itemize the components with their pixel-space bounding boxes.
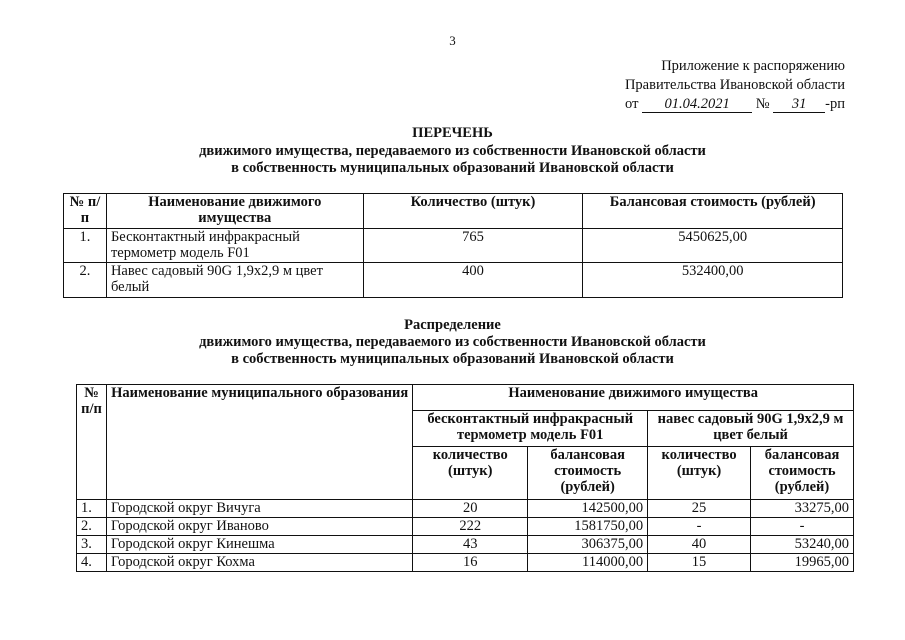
row-name: Городской округ Кинешма	[106, 536, 412, 554]
row-qty: 15	[648, 554, 751, 572]
appendix-date: 01.04.2021	[642, 97, 752, 113]
table-row	[64, 229, 843, 263]
header-property: Наименование движимого имущества	[413, 385, 854, 411]
row-name: Городской округ Иваново	[106, 518, 412, 536]
table-header-row	[77, 385, 854, 411]
list-subtitle-2: в собственность муниципальных образований Ивановской области	[231, 160, 674, 176]
row-cost: 306375,00	[528, 536, 648, 554]
number-suffix: -рп	[825, 96, 845, 112]
header-cost: балансовая стоимость (рублей)	[528, 447, 648, 500]
row-qty: 25	[648, 500, 751, 518]
appendix-block	[625, 57, 845, 114]
header-qty: количество (штук)	[648, 447, 751, 500]
row-cost: 53240,00	[751, 536, 854, 554]
table-row	[77, 500, 854, 518]
distribution-table	[76, 384, 854, 572]
table-row	[64, 263, 843, 298]
row-qty: 43	[413, 536, 528, 554]
header-cost: балансовая стоимость (рублей)	[751, 447, 854, 500]
header-municipality: Наименование муниципального образования	[106, 385, 412, 500]
header-num: № п/п	[64, 194, 107, 229]
row-cost: 142500,00	[528, 500, 648, 518]
row-qty: 765	[363, 229, 583, 263]
row-qty: 40	[648, 536, 751, 554]
header-num: № п/п	[77, 385, 107, 500]
row-num: 2.	[64, 263, 107, 298]
row-name: Навес садовый 90G 1,9х2,9 м цвет белый	[106, 263, 363, 298]
row-name: Городской округ Вичуга	[106, 500, 412, 518]
table-row	[77, 518, 854, 536]
row-qty: 400	[363, 263, 583, 298]
header-qty: количество (штук)	[413, 447, 528, 500]
row-cost: -	[751, 518, 854, 536]
table-row	[77, 554, 854, 572]
from-label: от	[625, 96, 639, 112]
property-list-table	[63, 193, 843, 298]
appendix-line-3	[625, 95, 845, 114]
header-qty: Количество (штук)	[363, 194, 583, 229]
row-cost: 114000,00	[528, 554, 648, 572]
list-title: ПЕРЕЧЕНЬ	[412, 125, 493, 141]
list-subtitle-1: движимого имущества, передаваемого из собственности Ивановской области	[199, 143, 706, 159]
row-cost: 532400,00	[583, 263, 843, 298]
header-item-thermometer: бесконтактный инфракрасный термометр модель F01	[413, 411, 648, 447]
appendix-line-2: Правительства Ивановской области	[624, 77, 845, 93]
header-item-canopy: навес садовый 90G 1,9х2,9 м цвет белый	[648, 411, 854, 447]
distribution-subtitle-1: движимого имущества, передаваемого из собственности Ивановской области	[199, 334, 706, 350]
row-num: 3.	[77, 536, 107, 554]
row-qty: 20	[413, 500, 528, 518]
distribution-title: Распределение	[404, 317, 501, 333]
row-qty: 222	[413, 518, 528, 536]
row-cost: 19965,00	[751, 554, 854, 572]
distribution-subtitle-2: в собственность муниципальных образований Ивановской области	[231, 351, 674, 367]
table-row	[77, 536, 854, 554]
row-num: 4.	[77, 554, 107, 572]
row-num: 2.	[77, 518, 107, 536]
row-cost: 33275,00	[751, 500, 854, 518]
row-qty: 16	[413, 554, 528, 572]
row-cost: 5450625,00	[583, 229, 843, 263]
row-qty: -	[648, 518, 751, 536]
appendix-number: 31	[773, 97, 825, 113]
appendix-line-1: Приложение к распоряжению	[661, 58, 845, 74]
row-cost: 1581750,00	[528, 518, 648, 536]
number-label: №	[755, 96, 770, 112]
table-header-row	[64, 194, 843, 229]
row-name: Бесконтактный инфракрасный термометр модель F01	[106, 229, 363, 263]
header-cost: Балансовая стоимость (рублей)	[583, 194, 843, 229]
row-num: 1.	[64, 229, 107, 263]
page-number: 3	[449, 33, 456, 48]
header-name: Наименование движимого имущества	[106, 194, 363, 229]
row-name: Городской округ Кохма	[106, 554, 412, 572]
row-num: 1.	[77, 500, 107, 518]
